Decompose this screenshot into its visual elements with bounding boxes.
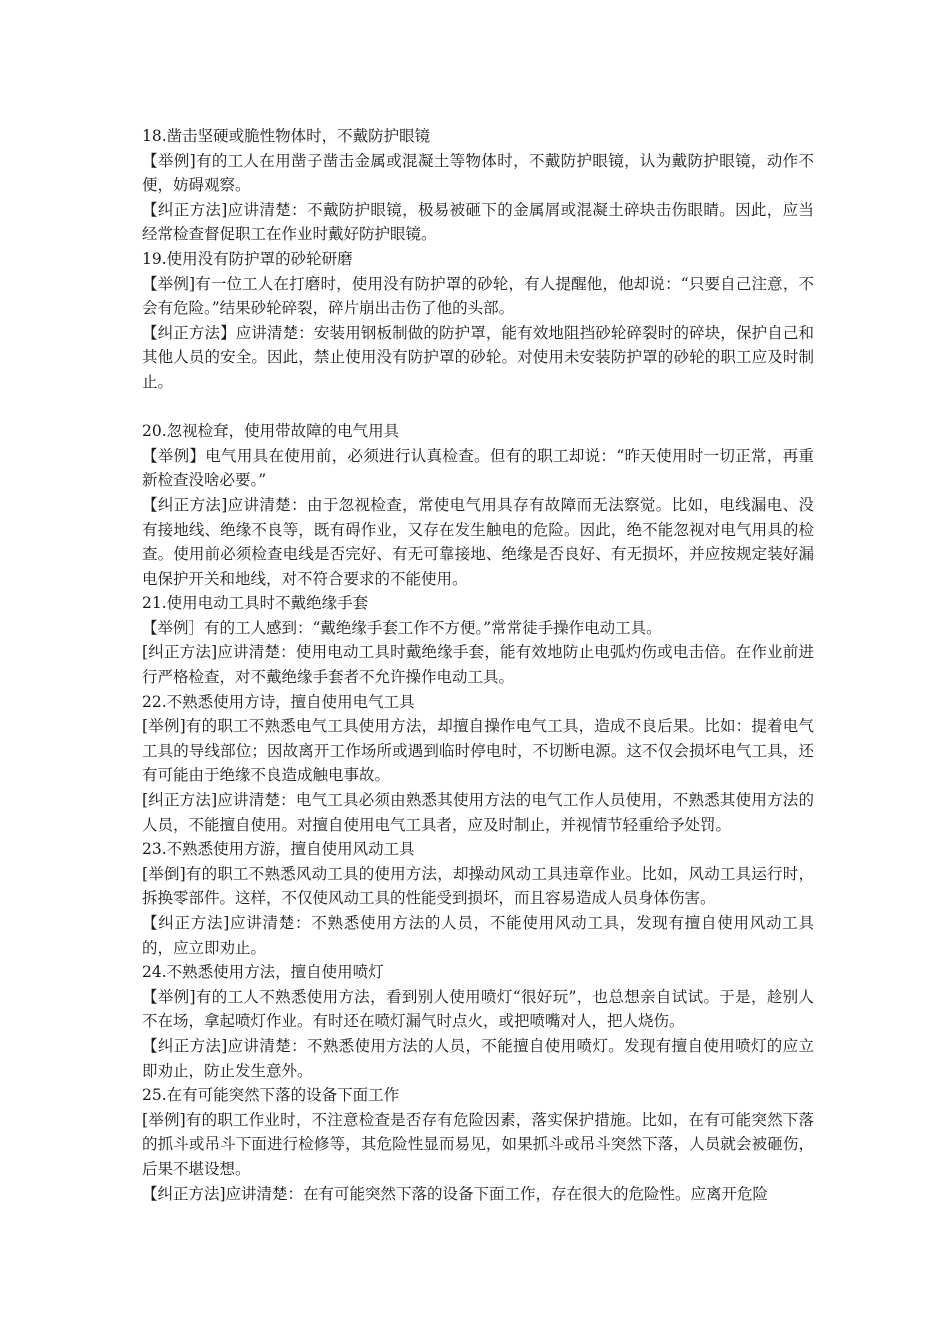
heading-item-23: 23.不熟悉使用方游，擅自使用风动工具 xyxy=(142,840,415,859)
heading-item-24: 24.不熟悉使用方法，擅自使用喷灯 xyxy=(142,963,384,982)
heading-item-18: 18.凿击坚硬或脆性物体时，不戴防护眼镜 xyxy=(142,127,431,145)
correction-paragraph: 【纠正方法】应讲清楚：安装用钢板制做的防护罩，能有效地阻挡砂轮碎裂时的碎块，保护自己和其他人员的安全。因此，禁止使用没有防护罩的砂轮。对使用未安装防护罩的砂轮的职工应及时制止。 xyxy=(142,323,814,391)
heading-item-22: 22.不熟悉使用方诗，擅自使用电气工具 xyxy=(142,692,415,711)
example-paragraph: [举例]有的职工作业时，不注意检查是否存有危险因素，落实保护措施。比如，在有可能突然下落的抓斗或吊斗下面进行检修等，其危险性显而易见，如果抓斗或吊斗突然下落，人员就会被砸伤，后果不堪设想。 xyxy=(142,1110,814,1178)
correction-paragraph: 【纠正方法]应讲清楚：在有可能突然下落的设备下面工作，存在很大的危险性。应离开危险 xyxy=(142,1184,769,1203)
example-paragraph: [举例]有的职工不熟悉电气工具使用方法，却擅自操作电气工具，造成不良后果。比如：提着电气工具的导线部位；因故离开工作场所或遇到临时停电时，不切断电源。这不仅会损坏电气工具，还有可能由于绝缘不良造成触电事故。 xyxy=(142,717,814,785)
correction-paragraph: 【纠正方法]应讲清楚：不熟悉使用方法的人员，不能擅自使用喷灯。发现有擅自使用喷灯的应立即劝止，防止发生意外。 xyxy=(142,1036,814,1080)
correction-paragraph: 【纠正方法]应讲清楚：由于忽视检查，常使电气用具存有故障而无法察觉。比如，电线漏电、没有接地线、绝缘不良等，既有碍作业，又存在发生触电的危险。因此，绝不能忽视对电气用具的检查。使用前必须检查电线是否完好、有无可靠接地、绝缘是否良好、有无损坏，并应按规定装好漏电保护开关和地线，对不符合要求的不能使用。 xyxy=(142,495,814,588)
heading-item-20: 20.忽视检耷，使用带故障的电气用具 xyxy=(142,422,400,441)
example-paragraph: 【举例]有一位工人在打磨时，使用没有防护罩的砂轮，有人提醒他，他却说：“只要自己注意，不会有危险。”结果砂轮碎裂，碎片崩出击伤了他的头部。 xyxy=(142,274,814,318)
heading-item-21: 21.使用电动工具时不戴绝缘手套 xyxy=(142,594,369,613)
example-paragraph: 【举例】电气用具在使用前，必须进行认真检查。但有的职工却说：“昨天使用时一切正常，再重新检查没啥必要。” xyxy=(142,446,814,490)
document-body xyxy=(142,124,814,1206)
example-paragraph: [举倒]有的职工不熟悉风动工具的使用方法，却操动风动工具违章作业。比如，风动工具运行时，拆换零部件。这样，不仅使风动工具的性能受到损坏，而且容易造成人员身体伤害。 xyxy=(142,864,814,908)
correction-paragraph: 【纠正方法]应讲清楚：不戴防护眼镜，极易被砸下的金属屑或混凝土碎块击伤眼睛。因此，应当经常检查督促职工在作业时戴好防护眼镜。 xyxy=(142,200,814,244)
heading-item-25: 25.在有可能突然下落的设备下面工作 xyxy=(142,1086,400,1105)
example-paragraph: 【举例]有的工人在用凿子凿击金属或混凝土等物体时，不戴防护眼镜，认为戴防护眼镜，动作不便，妨碍观察。 xyxy=(142,151,814,195)
correction-paragraph: [纠正方法]应讲清楚：使用电动工具时戴绝缘手套，能有效地防止电弧灼伤或电击倍。在作业前进行严格检查，对不戴绝缘手套者不允许操作电动工具。 xyxy=(142,643,814,687)
heading-item-19: 19.使用没有防护罩的砂轮研磨 xyxy=(142,249,353,268)
example-paragraph: 【举例]有的工人不熟悉使用方法，看到别人使用喷灯“很好玩”，也总想亲自试试。于是，趁别人不在场，拿起喷灯作业。有时还在喷灯漏气时点火，或把喷嘴对人，把人烧伤。 xyxy=(142,987,814,1031)
correction-paragraph: [纠正方法]应讲清楚：电气工具必须由熟悉其使用方法的电气工作人员使用，不熟悉其使用方法的人员，不能擅自使用。对擅自使用电气工具者，应及时制止，并视情节轻重给予处罚。 xyxy=(142,791,814,834)
example-paragraph: 【举例］有的工人感到：“戴绝缘手套工作不方便。”常常徒手操作电动工具。 xyxy=(142,618,662,637)
correction-paragraph: 【纠正方法]应讲清楚：不熟悉使用方法的人员，不能使用风动工具，发现有擅自使用风动工具的，应立即劝止。 xyxy=(142,914,814,957)
paragraph-gap xyxy=(142,395,814,420)
